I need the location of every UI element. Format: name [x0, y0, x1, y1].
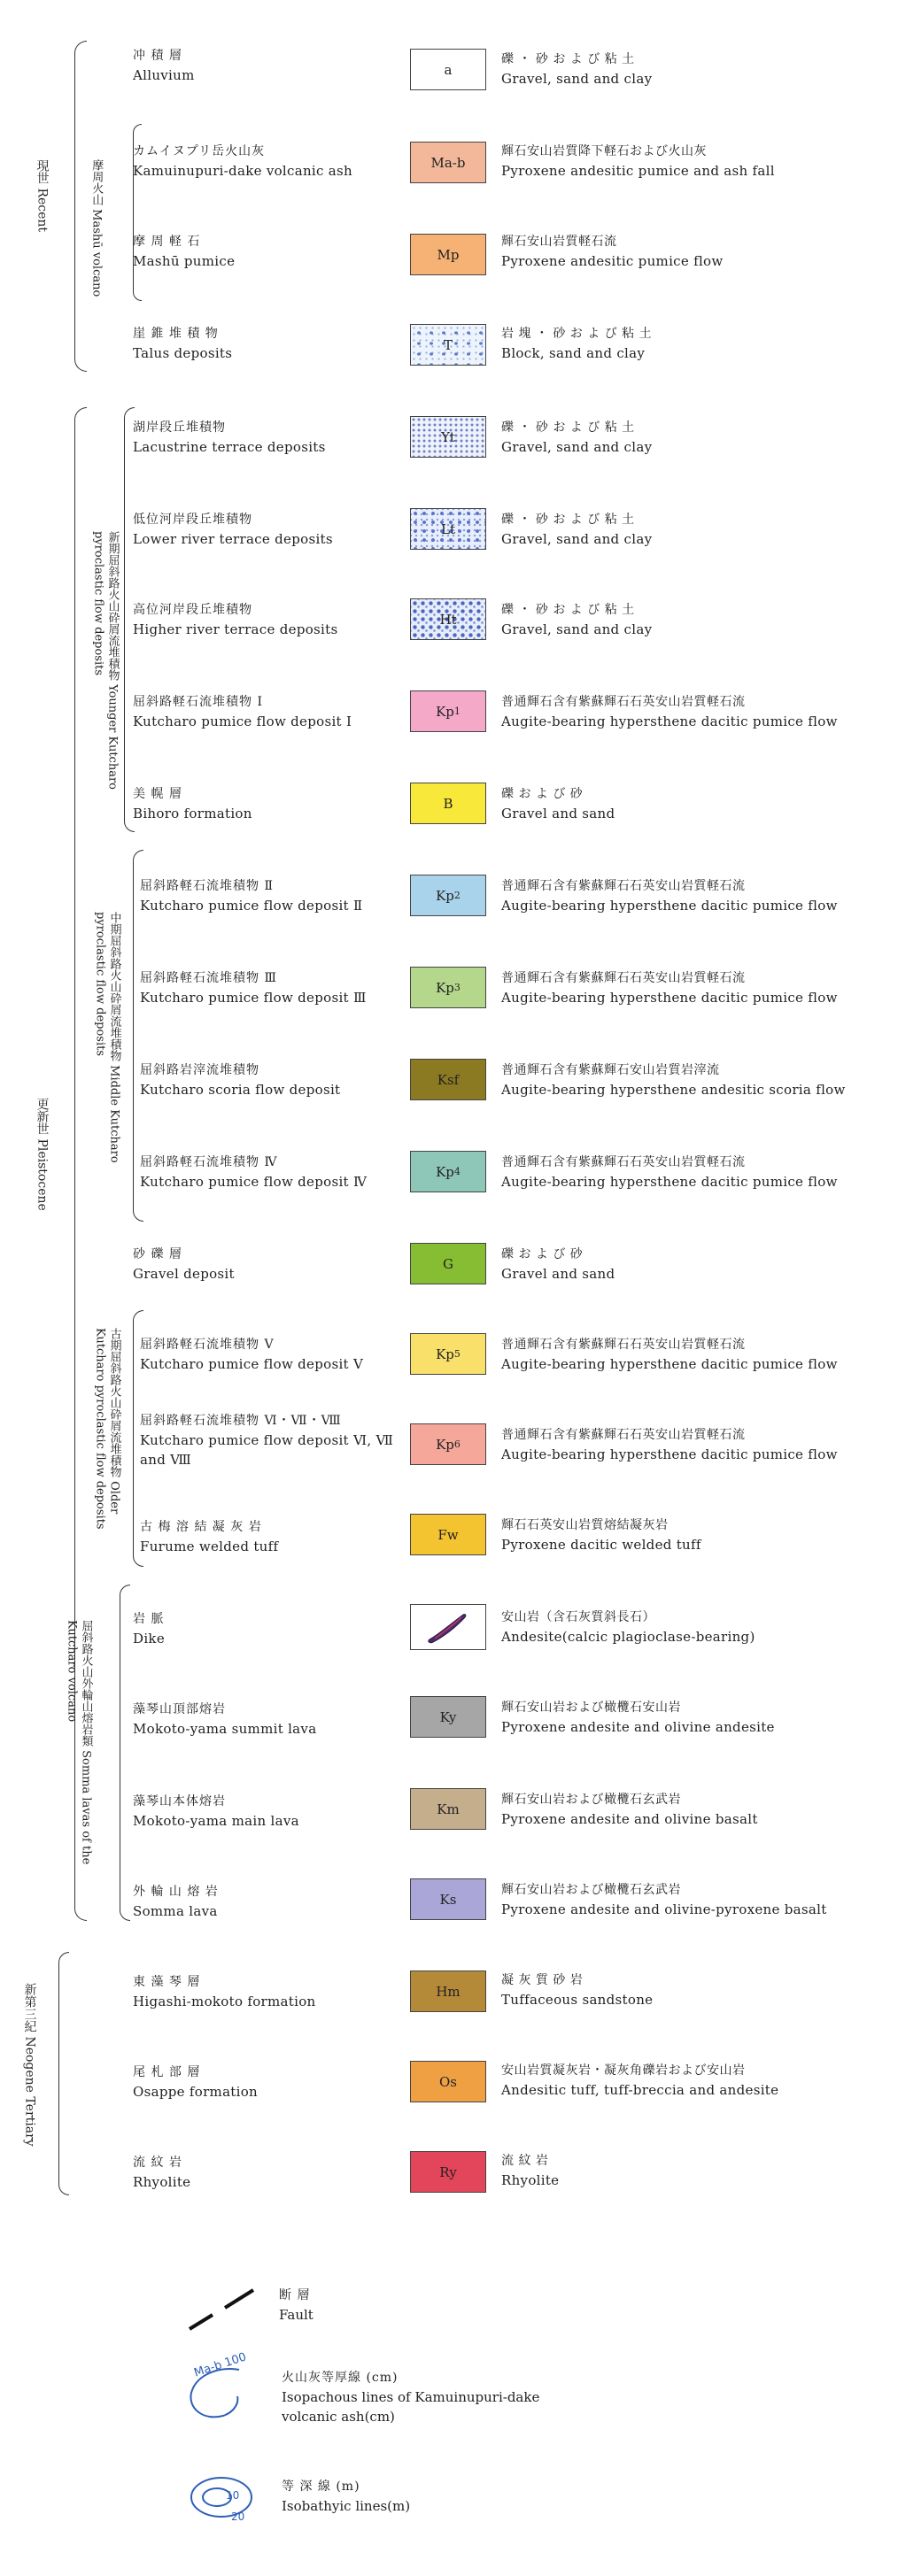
unit-en: Kutcharo pumice flow deposit Ⅳ	[140, 1174, 368, 1190]
desc-en: Andesite(calcic plagioclase-bearing)	[501, 1629, 755, 1645]
bracket-tertiary	[58, 1952, 69, 2195]
legend-code: Kp	[436, 887, 454, 904]
dike-symbol-icon	[417, 1609, 479, 1645]
desc-en: Augite-bearing hypersthene dacitic pumice flow	[501, 990, 838, 1006]
unit-jp: 冲 積 層	[133, 49, 182, 63]
bracket-recent	[74, 41, 87, 372]
unit-name-mashu-pumice	[133, 232, 399, 271]
isobath-label	[282, 2477, 410, 2516]
legend-code-sub: 6	[453, 1438, 461, 1450]
legend-box-t	[410, 324, 486, 366]
legend-code-sub: 3	[453, 982, 461, 993]
desc-jp: 輝石安山岩および橄欖石玄武岩	[501, 1793, 681, 1807]
legend-box-ks	[410, 1878, 486, 1920]
isobath-line-icon	[182, 2465, 270, 2536]
unit-desc-kp5	[501, 1335, 891, 1374]
unit-desc-mp	[501, 232, 891, 271]
unit-en: Lacustrine terrace deposits	[133, 439, 326, 455]
desc-jp: 礫 ・ 砂 お よ び 粘 土	[501, 513, 635, 527]
unit-jp: 低位河岸段丘堆積物	[133, 513, 252, 527]
unit-en: Kutcharo pumice flow deposit Ⅲ	[140, 990, 367, 1006]
unit-en: Gravel deposit	[133, 1266, 235, 1282]
unit-jp: 高位河岸段丘堆積物	[133, 603, 252, 617]
desc-jp: 凝 灰 質 砂 岩	[501, 1973, 584, 1987]
legend-box-g	[410, 1243, 486, 1284]
unit-name-rhyolite	[133, 2153, 399, 2192]
unit-en: Talus deposits	[133, 345, 233, 361]
isobath-en: Isobathyic lines(m)	[282, 2498, 411, 2514]
unit-desc-ma-b	[501, 142, 891, 181]
unit-jp: 外 輪 山 熔 岩	[133, 1885, 219, 1899]
desc-jp: 輝石安山岩質軽石流	[501, 235, 617, 249]
legend-code: Ksf	[437, 1071, 460, 1088]
legend-box-lt	[410, 508, 486, 550]
legend-box-km	[410, 1788, 486, 1830]
unit-jp: 摩 周 軽 石	[133, 235, 201, 249]
legend-code-sub: 4	[453, 1166, 461, 1177]
desc-en: Gravel, sand and clay	[501, 439, 653, 455]
era-label-older: 古期屈斜路火山砕屑流堆積物 Older Kutcharo pyroclastic flow deposits	[93, 1328, 121, 1530]
legend-box-ksf	[410, 1059, 486, 1100]
desc-jp: 普通輝石含有紫蘇輝石石英安山岩質軽石流	[501, 879, 746, 893]
unit-jp: 屈斜路軽石流堆積物 Ⅰ	[133, 695, 263, 709]
unit-jp: 湖岸段丘堆積物	[133, 420, 226, 435]
legend-code-sub: 1	[453, 706, 461, 717]
desc-jp: 安山岩質凝灰岩・凝灰角礫岩および安山岩	[501, 2063, 746, 2078]
desc-jp: 輝石安山岩質降下軽石および火山灰	[501, 144, 707, 158]
unit-name-somma-lava	[133, 1882, 399, 1921]
legend-box-b	[410, 783, 486, 824]
legend-code-sub: 5	[453, 1348, 461, 1360]
legend-box-mp	[410, 234, 486, 275]
unit-desc-b	[501, 784, 891, 823]
desc-jp: 普通輝石含有紫蘇輝石石英安山岩質軽石流	[501, 971, 746, 985]
legend-code: Kp	[436, 1163, 454, 1180]
unit-en: Kutcharo scoria flow deposit	[140, 1082, 341, 1098]
unit-en: Kamuinupuri-dake volcanic ash	[133, 163, 353, 179]
unit-en: Dike	[133, 1631, 165, 1647]
unit-jp: 屈斜路岩滓流堆積物	[140, 1063, 259, 1077]
legend-box-a	[410, 49, 486, 90]
unit-desc-hm	[501, 1971, 891, 2009]
unit-name-mokoto-main-lava	[133, 1792, 399, 1831]
desc-en: Pyroxene andesite and olivine-pyroxene basalt	[501, 1901, 827, 1917]
legend-box-ky	[410, 1696, 486, 1738]
era-label-pleistocene: 更新世 Pleistocene	[35, 1098, 50, 1211]
unit-desc-lt	[501, 510, 891, 549]
unit-name-kp6	[140, 1411, 423, 1469]
era-label-somma: 屈斜路火山外輪山熔岩類 Somma lavas of the Kutcharo volcano	[65, 1620, 93, 1865]
desc-jp: 礫 ・ 砂 お よ び 粘 土	[501, 603, 635, 617]
legend-code-sub: 2	[453, 890, 461, 901]
legend-code: Fw	[437, 1526, 459, 1543]
legend-code: Kp	[436, 1436, 454, 1453]
legend-box-ht	[410, 598, 486, 640]
unit-desc-kp2	[501, 876, 891, 915]
era-label-younger: 新期屈斜路火山砕屑流堆積物 Younger Kutcharo pyroclastic flow deposits	[91, 531, 120, 790]
desc-en: Augite-bearing hypersthene andesitic scoria flow	[501, 1082, 846, 1098]
unit-jp: 崖 錐 堆 積 物	[133, 327, 219, 341]
era-label-middle: 中期屈斜路火山砕屑流堆積物 Middle Kutcharo pyroclastic flow deposits	[93, 912, 121, 1163]
unit-desc-dike	[501, 1608, 891, 1647]
desc-jp: 礫 お よ び 砂	[501, 787, 584, 801]
legend-code: Mp	[437, 246, 460, 263]
unit-desc-ry	[501, 2151, 891, 2190]
desc-jp: 礫 ・ 砂 お よ び 粘 土	[501, 52, 635, 66]
legend-box-kp6	[410, 1423, 486, 1465]
desc-en: Pyroxene andesitic pumice and ash fall	[501, 163, 775, 179]
unit-name-furume-welded-tuff	[140, 1517, 406, 1556]
unit-en: Kutcharo pumice flow deposit Ⅱ	[140, 898, 363, 914]
fault-label	[279, 2286, 314, 2325]
desc-en: Gravel and sand	[501, 1266, 615, 1282]
unit-name-bihoro	[133, 784, 399, 823]
unit-en: Mokoto-yama summit lava	[133, 1721, 317, 1737]
unit-en: Bihoro formation	[133, 806, 252, 821]
fault-en: Fault	[279, 2307, 314, 2323]
desc-jp: 普通輝石含有紫蘇輝石石英安山岩質軽石流	[501, 1155, 746, 1169]
unit-jp: 東 藻 琴 層	[133, 1975, 201, 1989]
unit-en: Furume welded tuff	[140, 1539, 279, 1554]
isobath-outer-label: 10	[226, 2489, 240, 2502]
unit-name-gravel-deposit	[133, 1245, 399, 1284]
unit-en: Mokoto-yama main lava	[133, 1813, 299, 1829]
unit-jp: 尾 札 部 層	[133, 2065, 201, 2079]
legend-code: Km	[437, 1801, 460, 1817]
legend-box-ry	[410, 2151, 486, 2193]
unit-desc-kp3	[501, 968, 891, 1007]
unit-desc-fw	[501, 1516, 891, 1554]
legend-code: Kp	[436, 979, 454, 996]
legend-code: Hm	[436, 1983, 461, 2000]
fault-line-icon	[186, 2279, 257, 2333]
unit-name-lower-river-terrace	[133, 510, 399, 549]
desc-jp: 普通輝石含有紫蘇輝石石英安山岩質軽石流	[501, 1428, 746, 1442]
desc-en: Andesitic tuff, tuff-breccia and andesite	[501, 2082, 779, 2098]
desc-jp: 普通輝石含有紫蘇輝石石英安山岩質軽石流	[501, 1338, 746, 1352]
unit-en: Rhyolite	[133, 2174, 191, 2190]
legend-code: Ht	[439, 611, 457, 628]
desc-jp: 礫 お よ び 砂	[501, 1247, 584, 1261]
desc-jp: 礫 ・ 砂 お よ び 粘 土	[501, 420, 635, 435]
unit-name-kp5	[140, 1335, 406, 1374]
unit-jp: 屈斜路軽石流堆積物 Ⅱ	[140, 879, 274, 893]
desc-en: Augite-bearing hypersthene dacitic pumice flow	[501, 1446, 838, 1462]
unit-name-osappe	[133, 2063, 399, 2102]
unit-en: Kutcharo pumice flow deposit Ⅵ, Ⅶ and Ⅷ	[140, 1432, 394, 1468]
bracket-somma	[120, 1585, 130, 1921]
legend-code: Ky	[439, 1708, 457, 1725]
unit-desc-t	[501, 324, 891, 363]
unit-en: Lower river terrace deposits	[133, 531, 333, 547]
unit-jp: 藻琴山本体熔岩	[133, 1794, 226, 1809]
desc-en: Pyroxene andesite and olivine andesite	[501, 1719, 775, 1735]
unit-name-higashi-mokoto	[133, 1972, 399, 2011]
unit-desc-ksf	[501, 1060, 891, 1099]
unit-desc-alluvium	[501, 50, 891, 89]
legend-code: Ry	[439, 2163, 457, 2180]
desc-jp: 岩 塊 ・ 砂 お よ び 粘 土	[501, 327, 653, 341]
desc-en: Gravel and sand	[501, 806, 615, 821]
unit-jp: 岩 脈	[133, 1612, 165, 1626]
desc-en: Gravel, sand and clay	[501, 71, 653, 87]
legend-code: Kp	[436, 1346, 454, 1362]
legend-box-kp3	[410, 967, 486, 1008]
legend-box-kp2	[410, 875, 486, 916]
unit-jp: 屈斜路軽石流堆積物 Ⅴ	[140, 1338, 275, 1352]
unit-jp: 美 幌 層	[133, 787, 182, 801]
unit-name-kp2	[140, 876, 406, 915]
desc-en: Gravel, sand and clay	[501, 531, 653, 547]
unit-jp: 古 梅 溶 結 凝 灰 岩	[140, 1520, 262, 1534]
legend-code: T	[443, 336, 453, 353]
legend-box-kp5	[410, 1333, 486, 1375]
legend-box-fw	[410, 1514, 486, 1555]
era-label-tertiary: 新第三紀 Neogene Tertiary	[22, 1983, 37, 2147]
isobath-jp: 等 深 線 (m)	[282, 2480, 360, 2494]
unit-name-ksf	[140, 1060, 406, 1099]
unit-desc-kp4	[501, 1153, 891, 1192]
unit-name-kamuinupuri-ash	[133, 142, 399, 181]
desc-en: Augite-bearing hypersthene dacitic pumice flow	[501, 1174, 838, 1190]
unit-desc-km	[501, 1790, 891, 1829]
isopach-en1: Isopachous lines of Kamuinupuri-dake	[282, 2389, 540, 2405]
legend-code: a	[444, 61, 453, 78]
desc-en: Gravel, sand and clay	[501, 621, 653, 637]
unit-jp: 流 紋 岩	[133, 2156, 182, 2170]
isopach-jp: 火山灰等厚線 (cm)	[282, 2371, 399, 2385]
unit-jp: 屈斜路軽石流堆積物 Ⅵ・Ⅶ・Ⅷ	[140, 1414, 342, 1428]
desc-jp: 普通輝石含有紫蘇輝石安山岩質岩滓流	[501, 1063, 720, 1077]
desc-en: Rhyolite	[501, 2172, 560, 2188]
legend-code: Os	[439, 2073, 457, 2090]
legend-box-os	[410, 2061, 486, 2102]
unit-en: Kutcharo pumice flow deposit Ⅴ	[140, 1356, 364, 1372]
era-label-mashu-volcano: 摩周火山 Mashū volcano	[89, 159, 104, 297]
unit-desc-os	[501, 2061, 891, 2100]
legend-code: Ks	[439, 1891, 457, 1908]
unit-name-kp4	[140, 1153, 406, 1192]
isopach-line-label: Ma-b 100	[192, 2350, 249, 2380]
legend-box-ma-b	[410, 142, 486, 183]
legend-code: G	[443, 1255, 453, 1272]
legend-box-dike	[410, 1604, 486, 1650]
desc-en: Pyroxene andesite and olivine basalt	[501, 1811, 758, 1827]
unit-name-kp3	[140, 968, 406, 1007]
unit-en: Kutcharo pumice flow deposit Ⅰ	[133, 713, 352, 729]
unit-en: Somma lava	[133, 1903, 218, 1919]
desc-jp: 普通輝石含有紫蘇輝石石英安山岩質軽石流	[501, 695, 746, 709]
unit-desc-kp1	[501, 692, 891, 731]
desc-en: Pyroxene andesitic pumice flow	[501, 253, 724, 269]
desc-jp: 流 紋 岩	[501, 2154, 549, 2168]
desc-en: Augite-bearing hypersthene dacitic pumice flow	[501, 898, 838, 914]
desc-en: Block, sand and clay	[501, 345, 646, 361]
unit-name-kp1	[133, 692, 399, 731]
legend-box-kp1	[410, 690, 486, 732]
unit-en: Alluvium	[133, 67, 195, 83]
unit-jp: 屈斜路軽石流堆積物 Ⅲ	[140, 971, 277, 985]
isobath-inner-label: 20	[231, 2510, 245, 2523]
unit-desc-ht	[501, 600, 891, 639]
legend-code: Ma-b	[430, 154, 466, 171]
desc-jp: 輝石石英安山岩質熔結凝灰岩	[501, 1518, 669, 1532]
legend-code: Yt	[441, 428, 455, 445]
desc-en: Tuffaceous sandstone	[501, 1992, 654, 2008]
unit-desc-g	[501, 1245, 891, 1284]
unit-desc-ky	[501, 1698, 891, 1737]
legend-box-kp4	[410, 1151, 486, 1192]
unit-jp: 屈斜路軽石流堆積物 Ⅳ	[140, 1155, 278, 1169]
unit-en: Mashū pumice	[133, 253, 236, 269]
unit-name-higher-river-terrace	[133, 600, 399, 639]
legend-code: Kp	[436, 703, 454, 720]
desc-jp: 輝石安山岩および橄欖石玄武岩	[501, 1883, 681, 1897]
desc-en: Pyroxene dacitic welded tuff	[501, 1537, 701, 1553]
unit-en: Osappe formation	[133, 2084, 259, 2100]
desc-jp: 輝石安山岩および橄欖石安山岩	[501, 1701, 681, 1715]
fault-jp: 断 層	[279, 2288, 311, 2302]
legend-code: B	[443, 795, 453, 812]
desc-en: Augite-bearing hypersthene dacitic pumice flow	[501, 1356, 838, 1372]
unit-name-alluvium	[133, 46, 399, 85]
legend-code: Lt	[441, 521, 455, 537]
unit-desc-yt	[501, 418, 891, 457]
unit-en: Higashi-mokoto formation	[133, 1994, 316, 2009]
unit-jp: カムイヌプリ岳火山灰	[133, 144, 266, 158]
desc-en: Augite-bearing hypersthene dacitic pumice flow	[501, 713, 838, 729]
isopach-en2: volcanic ash(cm)	[282, 2409, 395, 2425]
unit-name-mokoto-summit-lava	[133, 1700, 399, 1739]
isopach-label	[282, 2368, 689, 2426]
unit-en: Higher river terrace deposits	[133, 621, 338, 637]
unit-name-talus	[133, 324, 399, 363]
legend-box-yt	[410, 416, 486, 458]
desc-jp: 安山岩（含石灰質斜長石）	[501, 1610, 655, 1624]
unit-name-dike	[133, 1609, 399, 1648]
unit-desc-ks	[501, 1880, 891, 1919]
unit-name-lacustrine-terrace	[133, 418, 399, 457]
era-label-recent: 現世 Recent	[35, 159, 50, 233]
unit-jp: 藻琴山頂部熔岩	[133, 1702, 226, 1716]
legend-box-hm	[410, 1971, 486, 2012]
isopach-line-icon	[177, 2350, 266, 2430]
unit-desc-kp6	[501, 1425, 891, 1464]
unit-jp: 砂 礫 層	[133, 1247, 182, 1261]
